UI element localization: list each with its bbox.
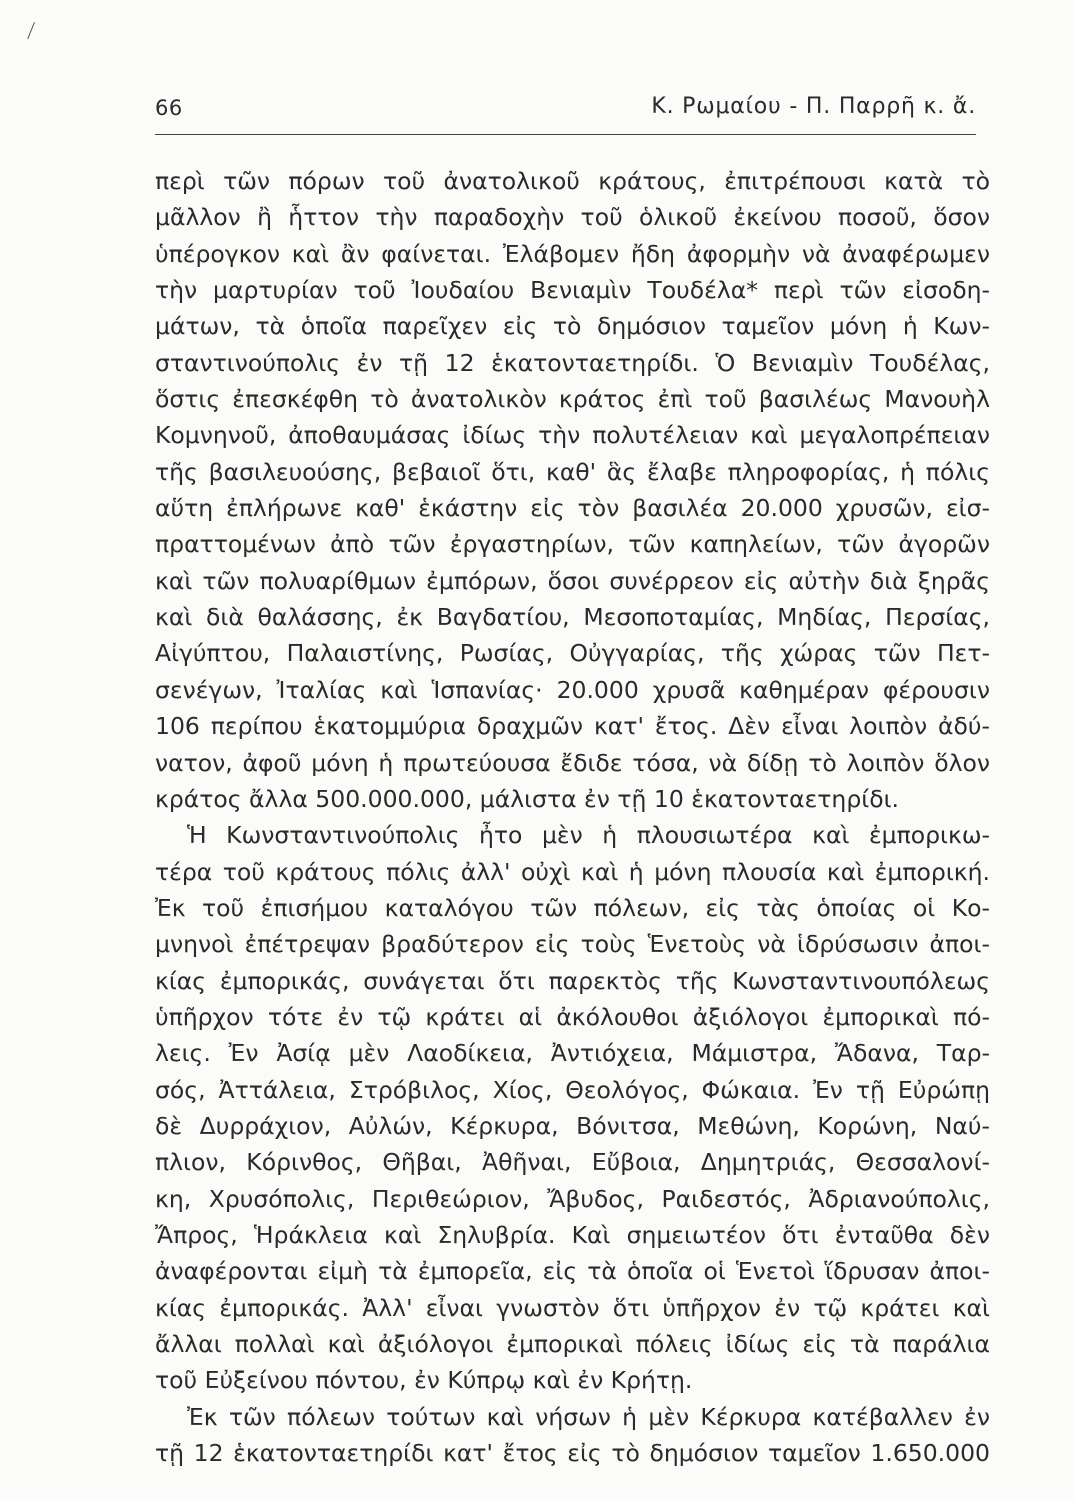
text-line: τοῦ Εὐξείνου πόντου, ἐν Κύπρῳ καὶ ἐν Κρήτῃ. xyxy=(155,1366,693,1395)
text-line: αὕτη ἐπλήρωνε καθ' ἑκάστην εἰς τὸν βασιλέα 20.000 χρυσῶν, εἰσ- xyxy=(155,494,990,523)
text-line: ἀναφέρονται εἰμὴ τὰ ἐμπορεῖα, εἰς τὰ ὁποῖα οἱ Ἑνετοὶ ἵδρυσαν ἀποι- xyxy=(155,1257,990,1286)
text-line: κίας ἐμπορικάς. Ἀλλ' εἶναι γνωστὸν ὅτι ὑπῆρχον ἐν τῷ κράτει καὶ xyxy=(155,1293,990,1322)
text-line: Κομνηνοῦ, ἀποθαυμάσας ἰδίως τὴν πολυτέλειαν καὶ μεγαλοπρέπειαν xyxy=(155,421,990,450)
text-line: Ἐκ τοῦ ἐπισήμου καταλόγου τῶν πόλεων, εἰς τὰς ὁποίας οἱ Κο- xyxy=(155,893,990,922)
text-line: ὑπέρογκον καὶ ἂν φαίνεται. Ἐλάβομεν ἤδη ἀφορμὴν νὰ ἀναφέρωμεν xyxy=(155,239,990,268)
text-line: σενέγων, Ἰταλίας καὶ Ἱσπανίας· 20.000 χρυσᾶ καθημέραν φέρουσιν xyxy=(155,675,990,704)
text-line: σός, Ἀττάλεια, Στρόβιλος, Χίος, Θεολόγος, Φώκαια. Ἐν τῇ Εὐρώπῃ xyxy=(155,1075,990,1104)
text-line: καὶ διὰ θαλάσσης, ἐκ Βαγδατίου, Μεσοποταμίας, Μηδίας, Περσίας, xyxy=(155,603,990,632)
text-line: Ἄπρος, Ἡράκλεια καὶ Σηλυβρία. Καὶ σημειωτέον ὅτι ἐνταῦθα δὲν xyxy=(155,1220,990,1249)
text-line: μνηνοὶ ἐπέτρεψαν βραδύτερον εἰς τοὺς Ἑνετοὺς νὰ ἱδρύσωσιν ἀποι- xyxy=(155,930,990,959)
text-line: νατον, ἀφοῦ μόνη ἡ πρωτεύουσα ἔδιδε τόσα, νὰ δίδῃ τὸ λοιπὸν ὅλον xyxy=(155,748,990,777)
paragraph xyxy=(155,163,990,817)
running-head-authors: Κ. Ρωμαίου - Π. Παρρῆ κ. ἄ. xyxy=(651,94,976,119)
text-line: λεις. Ἐν Ἀσίᾳ μὲν Λαοδίκεια, Ἀντιόχεια, Μάμιστρα, Ἄδανα, Ταρ- xyxy=(155,1039,990,1068)
text-line: κη, Χρυσόπολις, Περιθεώριον, Ἄβυδος, Ραιδεστός, Ἀδριανούπολις, xyxy=(155,1184,990,1213)
text-line: περὶ τῶν πόρων τοῦ ἀνατολικοῦ κράτους, ἐπιτρέπουσι κατὰ τὸ xyxy=(155,167,990,195)
text-line: μᾶλλον ἢ ἧττον τὴν παραδοχὴν τοῦ ὁλικοῦ ἐκείνου ποσοῦ, ὅσον xyxy=(155,203,990,232)
running-head xyxy=(155,94,976,135)
paragraph xyxy=(155,817,990,1399)
text-line: κράτος ἄλλα 500.000.000, μάλιστα ἐν τῇ 10 ἑκατονταετηρίδι. xyxy=(155,784,899,813)
body-text xyxy=(155,163,990,1471)
text-line: καὶ τῶν πολυαρίθμων ἐμπόρων, ὅσοι συνέρρεον εἰς αὐτὴν διὰ ξηρᾶς xyxy=(155,566,990,595)
text-line: μάτων, τὰ ὁποῖα παρεῖχεν εἰς τὸ δημόσιον ταμεῖον μόνη ἡ Κων- xyxy=(155,312,990,341)
text-line: τῆς βασιλευούσης, βεβαιοῖ ὅτι, καθ' ἃς ἔλαβε πληροφορίας, ἡ πόλις xyxy=(155,457,990,486)
text-line: ἄλλαι πολλαὶ καὶ ἀξιόλογοι ἐμπορικαὶ πόλεις ἰδίως εἰς τὰ παράλια xyxy=(155,1330,990,1358)
text-line: σταντινούπολις ἐν τῇ 12 ἑκατονταετηρίδι. Ὁ Βενιαμὶν Τουδέλας, xyxy=(155,348,990,377)
text-line: δὲ Δυρράχιον, Αὐλών, Κέρκυρα, Βόνιτσα, Μεθώνη, Κορώνη, Ναύ- xyxy=(155,1111,990,1140)
pencil-mark-icon xyxy=(27,22,37,40)
text-line: πραττομένων ἀπὸ τῶν ἐργαστηρίων, τῶν καπηλείων, τῶν ἀγορῶν xyxy=(155,530,990,559)
text-line: ὑπῆρχον τότε ἐν τῷ κράτει αἱ ἀκόλουθοι ἀξιόλογοι ἐμπορικαὶ πό- xyxy=(155,1002,990,1031)
text-line: Ἡ Κωνσταντινούπολις ἦτο μὲν ἡ πλουσιωτέρα καὶ ἐμπορικω- xyxy=(187,821,990,850)
text-line: τὴν μαρτυρίαν τοῦ Ἰουδαίου Βενιαμὶν Τουδέλα* περὶ τῶν εἰσοδη- xyxy=(155,276,990,305)
text-line: πλιον, Κόρινθος, Θῆβαι, Ἀθῆναι, Εὔβοια, Δημητριάς, Θεσσαλονί- xyxy=(155,1148,990,1177)
text-line: τέρα τοῦ κράτους πόλις ἀλλ' οὐχὶ καὶ ἡ μόνη πλουσία καὶ ἐμπορική. xyxy=(155,857,990,886)
text-line: κίας ἐμπορικάς, συνάγεται ὅτι παρεκτὸς τῆς Κωνσταντινουπόλεως xyxy=(155,966,990,995)
text-line: Ἐκ τῶν πόλεων τούτων καὶ νήσων ἡ μὲν Κέρκυρα κατέβαλλεν ἐν xyxy=(187,1402,990,1431)
page-number: 66 xyxy=(155,96,183,120)
paragraph xyxy=(155,1399,990,1472)
text-line: 106 περίπου ἑκατομμύρια δραχμῶν κατ' ἔτος. Δὲν εἶναι λοιπὸν ἀδύ- xyxy=(155,712,990,741)
text-line: ὅστις ἐπεσκέφθη τὸ ἀνατολικὸν κράτος ἐπὶ τοῦ βασιλέως Μανουὴλ xyxy=(155,385,990,414)
text-line: Αἰγύπτου, Παλαιστίνης, Ρωσίας, Οὐγγαρίας, τῆς χώρας τῶν Πετ- xyxy=(155,639,990,668)
text-line: τῇ 12 ἑκατονταετηρίδι κατ' ἔτος εἰς τὸ δημόσιον ταμεῖον 1.650.000 xyxy=(155,1439,990,1468)
